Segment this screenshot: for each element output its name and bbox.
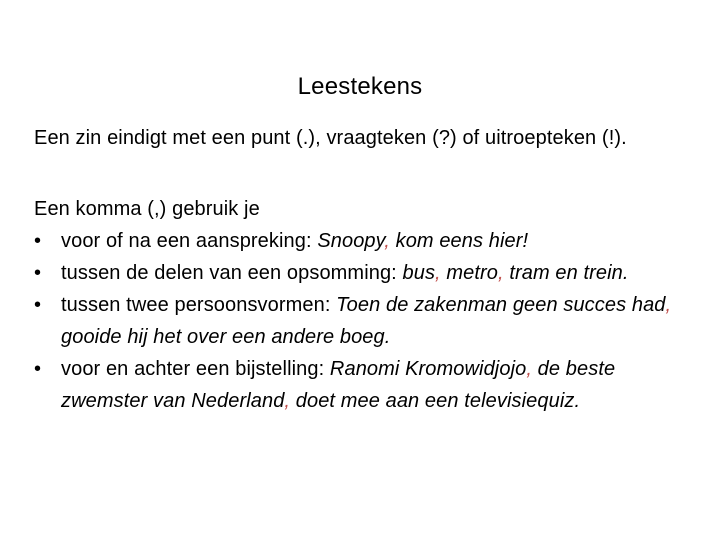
slide-title: Leestekens (297, 73, 423, 100)
example-text: Snoopy (317, 230, 385, 252)
example-text: tram en trein. (503, 262, 629, 284)
comma-rules-list (34, 225, 699, 417)
example-text: de beste zwemster van Nederland (61, 358, 616, 412)
rule-text: voor en achter een bijstelling: (61, 358, 330, 380)
comma-highlight: , (384, 230, 390, 252)
rule-text: voor of na een aanspreking: (61, 230, 318, 252)
example-text: bus (402, 262, 436, 284)
comma-highlight: , (284, 390, 291, 412)
bullet-icon: • (34, 294, 42, 316)
rule-text: tussen de delen van een opsomming: (61, 262, 403, 284)
bullet-icon: • (34, 358, 42, 380)
example-text: metro (440, 262, 498, 284)
list-item (34, 225, 699, 257)
comma-highlight: , (526, 358, 533, 380)
list-item (34, 257, 699, 289)
rule-text: tussen twee persoonsvormen: (61, 294, 337, 316)
list-item (34, 289, 699, 353)
example-text: Ranomi Kromowidjojo (329, 358, 527, 380)
example-text: doet mee aan een televisiequiz. (290, 390, 581, 412)
intro-text: Een zin eindigt met een punt (.), vraagteken (?) of uitroepteken (!). (34, 127, 627, 149)
bullet-icon: • (34, 230, 42, 252)
list-item (34, 353, 699, 417)
bullet-icon: • (34, 262, 42, 284)
comma-highlight: , (498, 262, 504, 284)
comma-highlight: , (665, 294, 672, 316)
example-text: kom eens hier! (389, 230, 529, 252)
example-text: Toen de zakenman geen succes had (336, 294, 666, 316)
example-text: gooide hij het over een andere boeg. (61, 326, 391, 348)
comma-heading: Een komma (,) gebruik je (34, 198, 260, 220)
comma-highlight: , (435, 262, 441, 284)
